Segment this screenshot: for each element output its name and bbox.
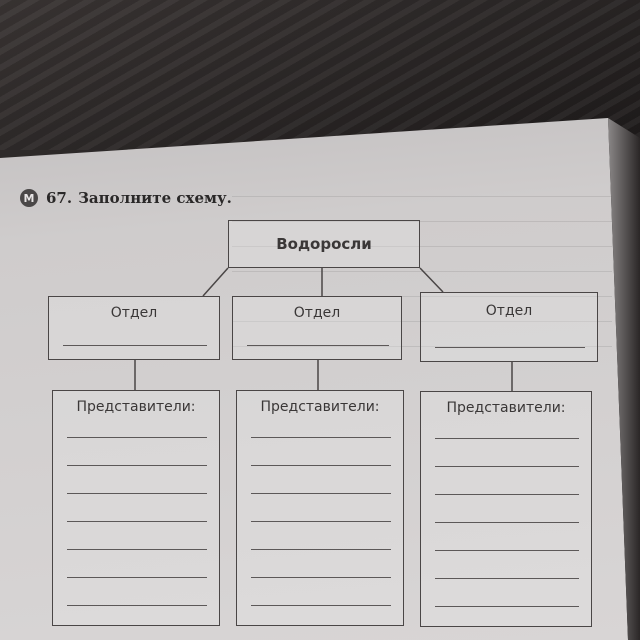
division-label-3: Отдел [485,303,533,319]
answer-line [67,493,207,494]
representatives-label-1: Представители: [76,399,196,415]
answer-line [251,437,391,438]
answer-line [251,493,391,494]
answer-line [435,606,579,607]
answer-line [67,437,207,438]
answer-line [251,465,391,466]
answer-line [67,521,207,522]
root-title: Водоросли [276,235,372,253]
answer-line [67,549,207,550]
answer-line [67,465,207,466]
root-box [228,220,420,268]
answer-line [67,577,207,578]
division-box-1 [48,296,220,360]
representatives-box-2 [236,390,404,626]
representatives-label-2: Представители: [260,399,380,415]
answer-line [67,605,207,606]
answer-line [435,522,579,523]
answer-line [251,605,391,606]
answer-line [63,345,207,346]
division-box-3 [420,292,598,362]
answer-line [251,549,391,550]
answer-line [435,578,579,579]
division-label-1: Отдел [110,305,158,321]
representatives-box-3 [420,391,592,627]
answer-line [247,345,389,346]
answer-line [435,550,579,551]
division-label-2: Отдел [293,305,341,321]
representatives-label-3: Представители: [446,400,566,416]
representatives-box-1 [52,390,220,626]
connector-root-right [420,268,443,292]
answer-line [435,494,579,495]
answer-line [435,438,579,439]
answer-line [251,521,391,522]
connector-root-left [203,268,228,296]
task-badge-icon: М [20,189,38,207]
task-instruction: Заполните схему. [78,189,232,207]
task-number: 67. [46,189,73,207]
answer-line [251,577,391,578]
answer-line [435,347,585,348]
division-box-2 [232,296,402,360]
answer-line [435,466,579,467]
